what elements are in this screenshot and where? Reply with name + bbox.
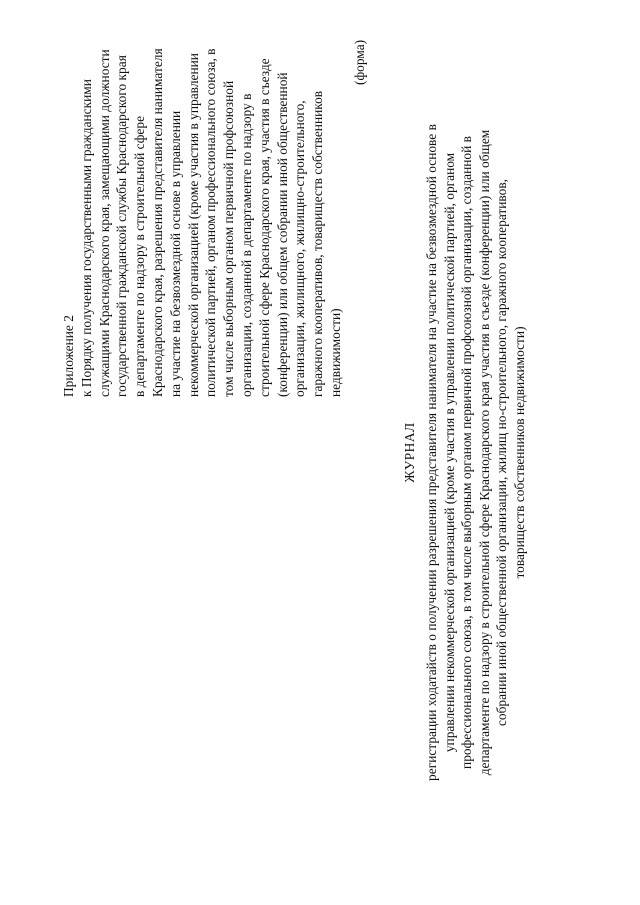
annex-line: строительной сфере Краснодарского края, участия в съезде: [256, 58, 272, 397]
annex-line: недвижимости): [327, 308, 343, 397]
form-label: (форма): [352, 39, 367, 85]
journal-line: управлении некоммерческой организацией (кроме участия в управлении политической партией, органом: [441, 152, 457, 753]
journal-line: собрании иной общественной организации, жилищ но-строительного, гаражного кооперативов,: [494, 178, 510, 727]
annex-line: организации, жилищного, жилищно-строительного,: [292, 100, 308, 397]
annex-line: некоммерческой организацией (кроме участия в управлении: [185, 53, 201, 397]
journal-line: товариществ собственников недвижимости): [511, 326, 527, 579]
journal-description: [423, 10, 529, 895]
journal-line: регистрации ходатайств о получении разрешения представителя нанимателя на участие на безвозмездной основе в: [424, 124, 439, 781]
annex-block: [60, 17, 345, 397]
annex-line: служащими Краснодарского края, замещающими должности: [96, 49, 112, 397]
journal-line: профессионального союза, в том числе выборным органом первичной профсоюзной организации, созданной в: [459, 136, 475, 769]
annex-line: том числе выборным органом первичной профсоюзной: [221, 80, 237, 397]
journal-line: департаменте по надзору в строительной сфере Краснодарского края участия в съезде (конференции) или общем: [476, 129, 492, 776]
annex-line: гаражного кооперативов, товариществ собственников: [310, 90, 326, 397]
annex-line: Краснодарского края, разрешения представителя нанимателя: [149, 48, 165, 397]
annex-line: организации, созданной в департаменте по надзору в: [238, 93, 254, 397]
annex-line: к Порядку получения государственными гражданскими: [78, 79, 94, 397]
annex-line: государственной гражданской службы Краснодарского края: [114, 55, 130, 397]
annex-line: (конференции) или общем собрании иной общественной: [274, 72, 290, 397]
annex-line: политической партией, органом профессионального союза, в: [203, 48, 219, 397]
journal-title: ЖУРНАЛ: [402, 422, 417, 483]
annex-line: на участие на безвозмездной основе в управлении: [167, 110, 183, 397]
annex-line: в департаменте по надзору в строительной сфере: [132, 115, 148, 397]
annex-line: Приложение 2: [61, 315, 76, 397]
